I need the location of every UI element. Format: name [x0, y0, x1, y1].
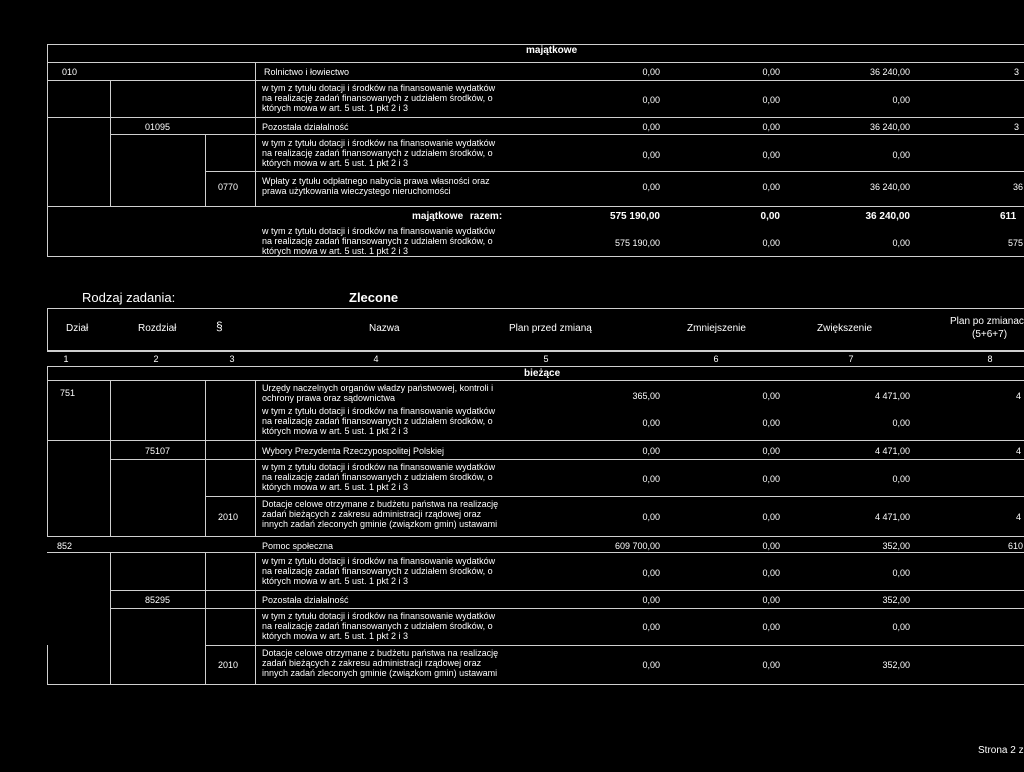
nazwa-cell: w tym z tytułu dotacji i środków na finansowanie wydatków na realizację zadań finansowanych z udziałem środków, o których mowa w art. 5 ust. 1 pkt 2 i 3 [262, 226, 496, 256]
increase-cell: 0,00 [892, 622, 910, 632]
decrease-cell: 0,00 [762, 595, 780, 605]
plan-cell: 0,00 [642, 67, 660, 77]
decrease-cell: 0,00 [762, 122, 780, 132]
increase-cell: 36 240,00 [869, 67, 910, 77]
rule [110, 608, 1024, 609]
header-paragraph: § [216, 319, 223, 333]
plan-cell: 365,00 [632, 391, 660, 401]
dzial-cell: 751 [60, 388, 76, 398]
increase-cell: 0,00 [892, 150, 910, 160]
rule [47, 350, 1024, 352]
rule [47, 380, 1024, 381]
decrease-cell: 0,00 [762, 512, 780, 522]
rule [47, 206, 1024, 207]
increase-cell: 0,00 [892, 418, 910, 428]
header-plan: Plan przed zmianą [509, 323, 592, 334]
total-after: 611 [1000, 211, 1017, 222]
rule [255, 62, 256, 207]
col-number: 3 [229, 354, 235, 364]
rule [255, 380, 256, 536]
increase-cell: 352,00 [882, 541, 910, 551]
nazwa-cell: Pozostała działalność [262, 122, 349, 132]
rule [255, 552, 256, 685]
decrease-cell: 0,00 [762, 446, 780, 456]
decrease-cell: 0,00 [762, 182, 780, 192]
increase-cell: 36 240,00 [869, 182, 910, 192]
plan-cell: 0,00 [642, 182, 660, 192]
nazwa-cell: w tym z tytułu dotacji i środków na finansowanie wydatków na realizację zadań finansowanych z udziałem środków, o których mowa w art. 5 ust. 1 pkt 2 i 3 [262, 406, 496, 436]
increase-cell: 352,00 [882, 595, 910, 605]
after-cell: 610 [1008, 541, 1024, 551]
nazwa-cell: Dotacje celowe otrzymane z budżetu państwa na realizację zadań bieżących z zakresu administracji rządowej oraz innych zadań zleconych gminie (związkom gmin) ustawami [262, 648, 499, 678]
rule [205, 134, 206, 207]
rule [47, 366, 1024, 367]
nazwa-cell: w tym z tytułu dotacji i środków na finansowanie wydatków na realizację zadań finansowanych z udziałem środków, o których mowa w art. 5 ust. 1 pkt 2 i 3 [262, 462, 496, 492]
decrease-cell: 0,00 [762, 391, 780, 401]
page-number: Strona 2 z [978, 745, 1024, 756]
nazwa-cell: w tym z tytułu dotacji i środków na finansowanie wydatków na realizację zadań finansowanych z udziałem środków, o których mowa w art. 5 ust. 1 pkt 2 i 3 [262, 83, 496, 113]
total-plan: 575 190,00 [609, 211, 660, 222]
increase-cell: 4 471,00 [874, 391, 910, 401]
after-cell: 4 [1016, 512, 1022, 522]
plan-cell: 0,00 [642, 512, 660, 522]
rule [205, 552, 206, 685]
increase-cell: 0,00 [892, 474, 910, 484]
plan-cell: 575 190,00 [614, 238, 660, 248]
paragraph-cell: 2010 [218, 660, 239, 670]
decrease-cell: 0,00 [762, 660, 780, 670]
decrease-cell: 0,00 [762, 67, 780, 77]
rozdzial-cell: 85295 [145, 595, 171, 605]
plan-cell: 609 700,00 [614, 541, 660, 551]
rule [205, 380, 206, 536]
increase-cell: 0,00 [892, 568, 910, 578]
rule [47, 308, 1024, 309]
rule [205, 171, 1024, 172]
rule [47, 256, 1024, 257]
rule [47, 366, 48, 536]
decrease-cell: 0,00 [762, 568, 780, 578]
header-decrease: Zmniejszenie [687, 323, 746, 334]
col-number: 5 [543, 354, 549, 364]
decrease-cell: 0,00 [762, 95, 780, 105]
increase-cell: 352,00 [882, 660, 910, 670]
rule [110, 134, 1024, 135]
rule [47, 684, 1024, 685]
rule [47, 440, 1024, 441]
paragraph-cell: 0770 [218, 182, 239, 192]
col-number: 7 [848, 354, 854, 364]
increase-cell: 4 471,00 [874, 446, 910, 456]
nazwa-cell: w tym z tytułu dotacji i środków na finansowanie wydatków na realizację zadań finansowanych z udziałem środków, o których mowa w art. 5 ust. 1 pkt 2 i 3 [262, 611, 496, 641]
paragraph-cell: 2010 [218, 512, 239, 522]
rule [110, 80, 111, 207]
decrease-cell: 0,00 [762, 150, 780, 160]
plan-cell: 0,00 [642, 568, 660, 578]
header-dzial: Dział [66, 323, 89, 334]
after-cell: 4 [1016, 391, 1022, 401]
header-increase: Zwiększenie [817, 323, 873, 334]
rule [47, 62, 1024, 63]
total-decrease: 0,00 [760, 211, 780, 222]
col-number: 6 [713, 354, 719, 364]
rule [110, 552, 111, 685]
after-cell: 575 [1008, 238, 1024, 248]
increase-cell: 4 471,00 [874, 512, 910, 522]
nazwa-cell: w tym z tytułu dotacji i środków na finansowanie wydatków na realizację zadań finansowanych z udziałem środków, o których mowa w art. 5 ust. 1 pkt 2 i 3 [262, 556, 496, 586]
rule [110, 590, 1024, 591]
increase-cell: 0,00 [892, 238, 910, 248]
header-nazwa: Nazwa [369, 323, 400, 334]
col-number: 8 [987, 354, 993, 364]
plan-cell: 0,00 [642, 474, 660, 484]
after-cell: 36 [1013, 182, 1024, 192]
decrease-cell: 0,00 [762, 541, 780, 551]
nazwa-cell: Wpłaty z tytułu odpłatnego nabycia prawa własności oraz prawa użytkowania wieczystego nieruchomości [262, 176, 490, 196]
decrease-cell: 0,00 [762, 622, 780, 632]
dzial-cell: 010 [62, 67, 78, 77]
plan-cell: 0,00 [642, 418, 660, 428]
section-header: bieżące [524, 368, 561, 379]
task-type-label: Rodzaj zadania: [82, 290, 176, 305]
rule [205, 645, 1024, 646]
rule [47, 44, 48, 257]
decrease-cell: 0,00 [762, 418, 780, 428]
nazwa-cell: Pozostała działalność [262, 595, 349, 605]
section-header: majątkowe [526, 45, 578, 56]
decrease-cell: 0,00 [762, 474, 780, 484]
nazwa-cell: Rolnictwo i łowiectwo [264, 67, 350, 77]
rule [205, 496, 1024, 497]
plan-cell: 0,00 [642, 446, 660, 456]
plan-cell: 0,00 [642, 622, 660, 632]
increase-cell: 36 240,00 [869, 122, 910, 132]
task-type-value: Zlecone [349, 290, 399, 305]
rule [47, 308, 48, 352]
col-number: 1 [63, 354, 69, 364]
plan-cell: 0,00 [642, 95, 660, 105]
total-increase: 36 240,00 [865, 211, 910, 222]
nazwa-cell: Urzędy naczelnych organów władzy państwowej, kontroli i ochrony prawa oraz sądownictwa [262, 383, 494, 403]
rozdzial-cell: 75107 [145, 446, 171, 456]
dzial-cell: 852 [57, 541, 73, 551]
rule [47, 536, 1024, 537]
nazwa-cell: Dotacje celowe otrzymane z budżetu państwa na realizację zadań bieżących z zakresu administracji rządowej oraz innych zadań zleconych gminie (związkom gmin) ustawami [262, 499, 499, 529]
rule [47, 117, 1024, 118]
after-cell: 3 [1014, 122, 1020, 132]
col-number: 2 [153, 354, 159, 364]
plan-cell: 0,00 [642, 595, 660, 605]
after-cell: 4 [1016, 446, 1022, 456]
nazwa-cell: Wybory Prezydenta Rzeczypospolitej Polskiej [262, 446, 444, 456]
rozdzial-cell: 01095 [145, 122, 171, 132]
rule [110, 380, 111, 536]
decrease-cell: 0,00 [762, 238, 780, 248]
rule [110, 459, 1024, 460]
total-label: majątkowe razem: [412, 211, 503, 222]
plan-cell: 0,00 [642, 150, 660, 160]
plan-cell: 0,00 [642, 660, 660, 670]
after-cell: 3 [1014, 67, 1020, 77]
col-number: 4 [373, 354, 379, 364]
header-after-formula: (5+6+7) [972, 329, 1008, 340]
plan-cell: 0,00 [642, 122, 660, 132]
nazwa-cell: w tym z tytułu dotacji i środków na finansowanie wydatków na realizację zadań finansowanych z udziałem środków, o których mowa w art. 5 ust. 1 pkt 2 i 3 [262, 138, 496, 168]
rule [47, 80, 1024, 81]
header-rozdzial: Rozdział [138, 323, 177, 334]
increase-cell: 0,00 [892, 95, 910, 105]
rule [47, 552, 1024, 553]
rule [47, 645, 48, 685]
header-after: Plan po zmianac [950, 316, 1024, 327]
nazwa-cell: Pomoc społeczna [262, 541, 334, 551]
